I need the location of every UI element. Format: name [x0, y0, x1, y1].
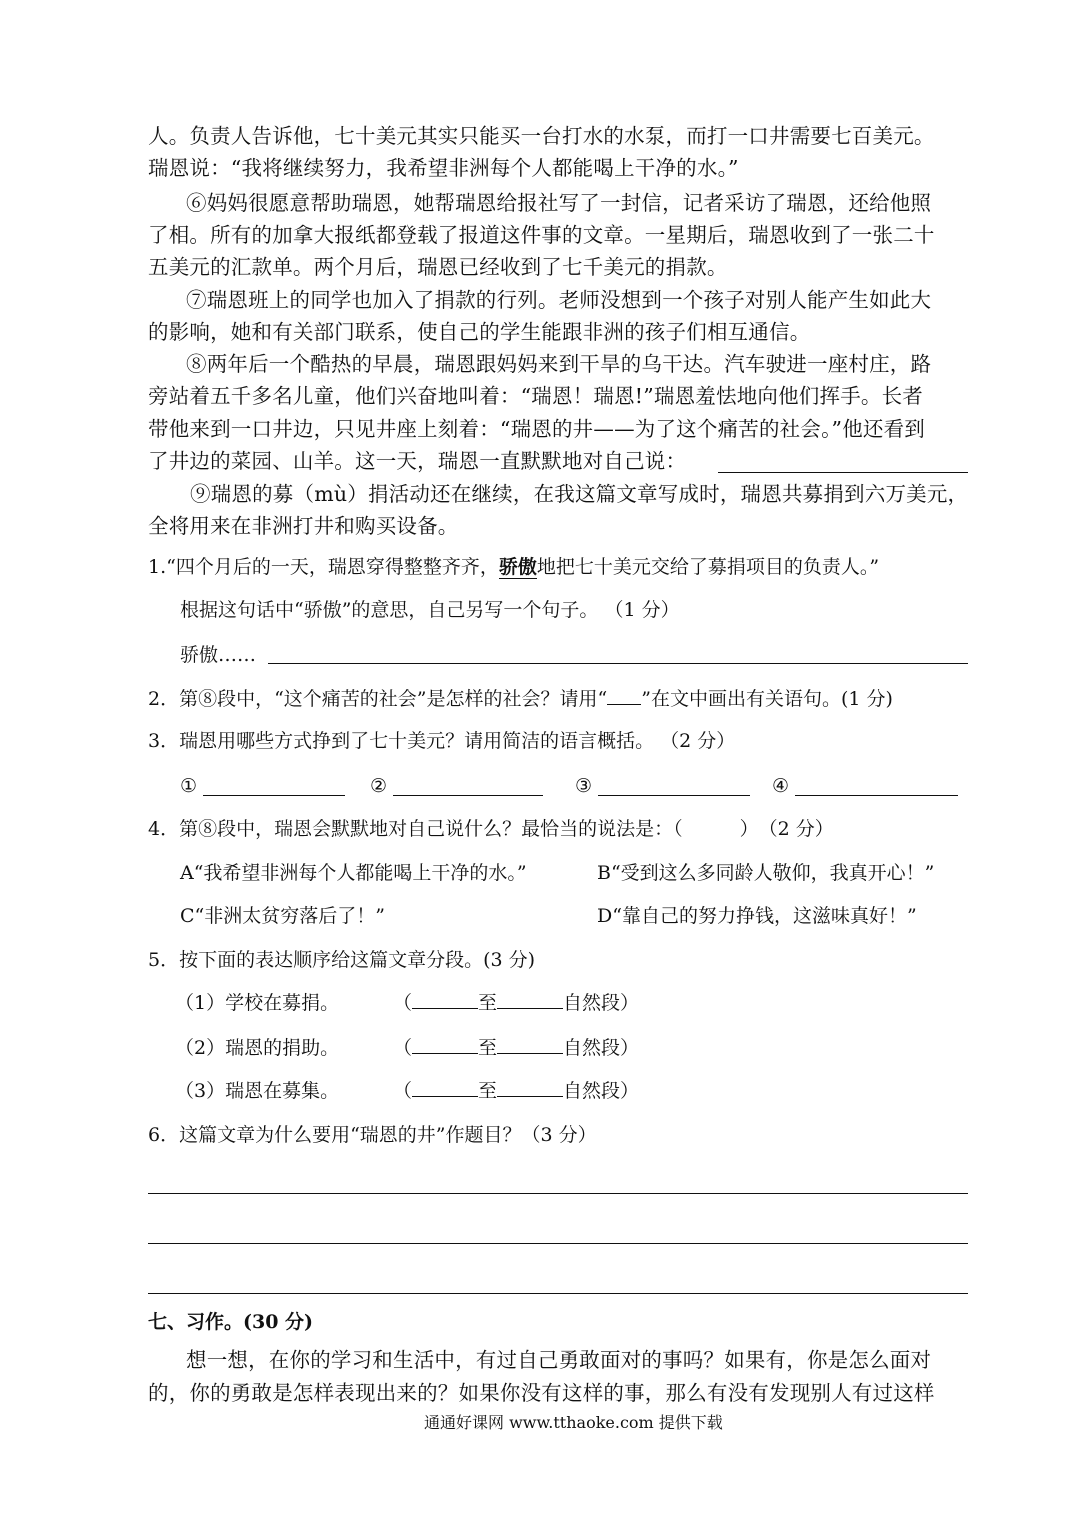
passage-line: 了相。所有的加拿大报纸都登载了报道这件事的文章。一星期后，瑞恩收到了一张二十 [148, 223, 935, 247]
answer-line-q6-3[interactable] [148, 1293, 968, 1294]
paragraph-8: ⑧两年后一个酷热的早晨，瑞恩跟妈妈来到干旱的乌干达。汽车驶进一座村庄，路 [186, 352, 932, 376]
question-1-text: 1.“四个月后的一天，瑞恩穿得整整齐齐， [148, 556, 499, 578]
answer-blank-end[interactable] [497, 1035, 563, 1054]
question-1-text: 地把七十美元交给了募捐项目的负责人。” [536, 556, 880, 578]
question-3: 3．瑞恩用哪些方式挣到了七十美元？请用简洁的语言概括。 （2 分） [148, 730, 736, 752]
q5-item-1: （1）学校在募捐。 [175, 992, 340, 1014]
q4-option-d[interactable]: D“靠自己的努力挣钱，这滋味真好！” [597, 905, 917, 927]
to-label: 至 [478, 992, 498, 1014]
answer-blank-q3-2[interactable] [393, 795, 543, 796]
close-label: 自然段） [563, 1037, 640, 1059]
footer-source: 通通好课网 www.tthaoke.com 提供下载 [424, 1413, 723, 1432]
passage-line: 了井边的菜园、山羊。这一天，瑞恩一直默默地对自己说： [148, 449, 687, 473]
close-label: 自然段） [563, 1080, 640, 1102]
composition-prompt: 想一想，在你的学习和生活中，有过自己勇敢面对的事吗？如果有，你是怎么面对 [186, 1348, 932, 1372]
question-4: 4．第⑧段中，瑞恩会默默地对自己说什么？最恰当的说法是：（ ） （2 分） [148, 818, 834, 840]
q4-option-b[interactable]: B“受到这么多同龄人敬仰，我真开心！” [597, 862, 935, 884]
answer-blank-start[interactable] [412, 990, 478, 1009]
q3-option-4: ④ [772, 775, 790, 797]
question-1-instruction: 根据这句话中“骄傲”的意思，自己另写一个句子。 （1 分） [180, 599, 680, 621]
answer-line-q6-1[interactable] [148, 1193, 968, 1194]
q5-item-3: （3）瑞恩在募集。 [175, 1080, 340, 1102]
question-6: 6．这篇文章为什么要用“瑞恩的井”作题目？（3 分） [148, 1124, 597, 1146]
question-2 [148, 684, 893, 714]
question-2-text: 2．第⑧段中，“这个痛苦的社会”是怎样的社会？请用“ [148, 688, 608, 710]
answer-blank-start[interactable] [412, 1078, 478, 1097]
q4-option-c[interactable]: C“非洲太贫穷落后了！” [180, 905, 385, 927]
answer-blank-q3-1[interactable] [203, 795, 345, 796]
passage-line: 全将用来在非洲打井和购买设备。 [148, 514, 459, 538]
passage-line: 五美元的汇款单。两个月后，瑞恩已经收到了七千美元的捐款。 [148, 255, 728, 279]
keyword-underlined: 骄傲 [498, 556, 537, 578]
close-label: 自然段） [563, 992, 640, 1014]
open-paren: （ [393, 1037, 413, 1059]
answer-blank-p8[interactable] [718, 472, 968, 473]
q5-range-1 [393, 988, 639, 1018]
paragraph-6: ⑥妈妈很愿意帮助瑞恩，她帮瑞恩给报社写了一封信，记者采访了瑞恩，还给他照 [186, 191, 932, 215]
passage-line: 瑞恩说：“我将继续努力，我希望非洲每个人都能喝上干净的水。” [148, 156, 739, 180]
answer-blank-end[interactable] [497, 1078, 563, 1097]
q3-option-2: ② [370, 775, 388, 797]
question-1 [148, 552, 879, 582]
question-2-text: ”在文中画出有关语句。(1 分) [641, 688, 893, 710]
passage-line: 的影响，她和有关部门联系，使自己的学生能跟非洲的孩子们相互通信。 [148, 320, 811, 344]
q5-range-2 [393, 1033, 639, 1063]
open-paren: （ [393, 992, 413, 1014]
open-paren: （ [393, 1080, 413, 1102]
passage-line: 带他来到一口井边，只见井座上刻着：“瑞恩的井——为了这个痛苦的社会。”他还看到 [148, 417, 926, 441]
to-label: 至 [478, 1037, 498, 1059]
passage-line: 人。负责人告诉他，七十美元其实只能买一台打水的水泵，而打一口井需要七百美元。 [148, 124, 935, 148]
q4-option-a[interactable]: A“我希望非洲每个人都能喝上干净的水。” [180, 862, 527, 884]
answer-blank-q3-4[interactable] [795, 795, 958, 796]
answer-line-q1[interactable] [268, 663, 968, 664]
to-label: 至 [478, 1080, 498, 1102]
q5-range-3 [393, 1076, 639, 1106]
answer-blank-start[interactable] [412, 1035, 478, 1054]
underline-sample [607, 686, 641, 705]
answer-blank-q3-3[interactable] [598, 795, 750, 796]
composition-heading: 七、习作。(30 分) [148, 1311, 314, 1333]
q5-item-2: （2）瑞恩的捐助。 [175, 1037, 340, 1059]
passage-line: 旁站着五千多名儿童，他们兴奋地叫着：“瑞恩！瑞恩!”瑞恩羞怯地向他们挥手。长者 [148, 384, 923, 408]
q3-option-3: ③ [575, 775, 593, 797]
answer-line-q6-2[interactable] [148, 1243, 968, 1244]
question-1-answer-label: 骄傲…… [180, 644, 257, 666]
answer-blank-end[interactable] [497, 990, 563, 1009]
paragraph-7: ⑦瑞恩班上的同学也加入了捐款的行列。老师没想到一个孩子对别人能产生如此大 [186, 288, 932, 312]
q3-option-1: ① [180, 775, 198, 797]
composition-prompt: 的，你的勇敢是怎样表现出来的？如果你没有这样的事，那么有没有发现别人有过这样 [148, 1381, 935, 1405]
paragraph-9: ⑨瑞恩的募（mù）捐活动还在继续，在我这篇文章写成时，瑞恩共募捐到六万美元， [190, 482, 969, 506]
question-5: 5．按下面的表达顺序给这篇文章分段。(3 分) [148, 949, 536, 971]
